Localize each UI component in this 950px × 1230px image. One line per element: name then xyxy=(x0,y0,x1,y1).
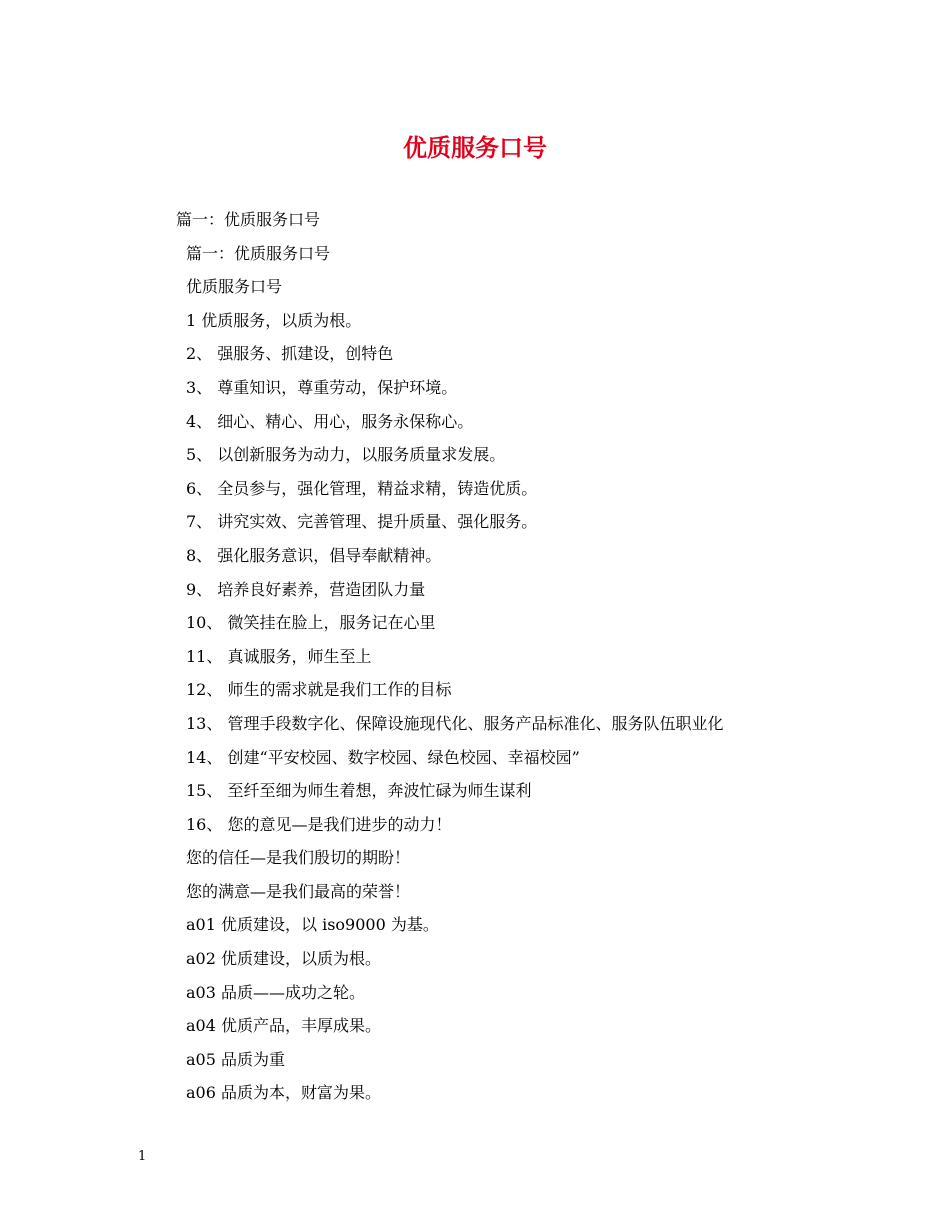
body-line: 16、 您的意见—是我们进步的动力！ xyxy=(186,814,452,834)
body-line: a01 优质建设，以 iso9000 为基。 xyxy=(186,915,439,935)
body-line: 5、 以创新服务为动力，以服务质量求发展。 xyxy=(186,445,506,465)
body-line: 10、 微笑挂在脸上，服务记在心里 xyxy=(186,613,436,633)
body-line: 篇一：优质服务口号 xyxy=(186,243,331,263)
body-line: a02 优质建设，以质为根。 xyxy=(186,949,381,969)
body-line: 篇一：优质服务口号 xyxy=(176,210,321,229)
body-line: 12、 师生的需求就是我们工作的目标 xyxy=(186,680,452,700)
body-line: 11、 真诚服务，师生至上 xyxy=(186,646,372,666)
body-line: a03 品质——成功之轮。 xyxy=(186,982,365,1002)
body-line: 15、 至纤至细为师生着想，奔波忙碌为师生谋利 xyxy=(186,781,532,801)
body-line: a04 优质产品，丰厚成果。 xyxy=(186,1016,381,1036)
body-line: 您的满意—是我们最高的荣誉！ xyxy=(186,881,411,901)
body-line: a06 品质为本，财富为果。 xyxy=(186,1083,381,1103)
body-line: 7、 讲究实效、完善管理、提升质量、强化服务。 xyxy=(186,512,538,532)
document-title: 优质服务口号 xyxy=(403,133,547,162)
body-line: 6、 全员参与，强化管理，精益求精，铸造优质。 xyxy=(186,478,538,498)
body-line: 14、 创建“平安校园、数字校园、绿色校园、幸福校园” xyxy=(186,747,580,767)
body-line: 3、 尊重知识，尊重劳动，保护环境。 xyxy=(186,377,458,397)
body-line: a05 品质为重 xyxy=(186,1049,285,1069)
body-line: 优质服务口号 xyxy=(186,277,283,297)
body-line: 您的信任—是我们殷切的期盼！ xyxy=(186,848,411,868)
body-line: 4、 细心、精心、用心，服务永保称心。 xyxy=(186,411,474,431)
body-line: 1 优质服务，以质为根。 xyxy=(186,310,362,330)
page-number: 1 xyxy=(138,1149,147,1164)
body-line: 13、 管理手段数字化、保障设施现代化、服务产品标准化、服务队伍职业化 xyxy=(186,713,724,733)
body-line: 8、 强化服务意识，倡导奉献精神。 xyxy=(186,545,442,565)
document-body xyxy=(0,203,950,1110)
body-line: 2、 强服务、抓建设，创特色 xyxy=(186,344,394,364)
body-line: 9、 培养良好素养，营造团队力量 xyxy=(186,579,426,599)
